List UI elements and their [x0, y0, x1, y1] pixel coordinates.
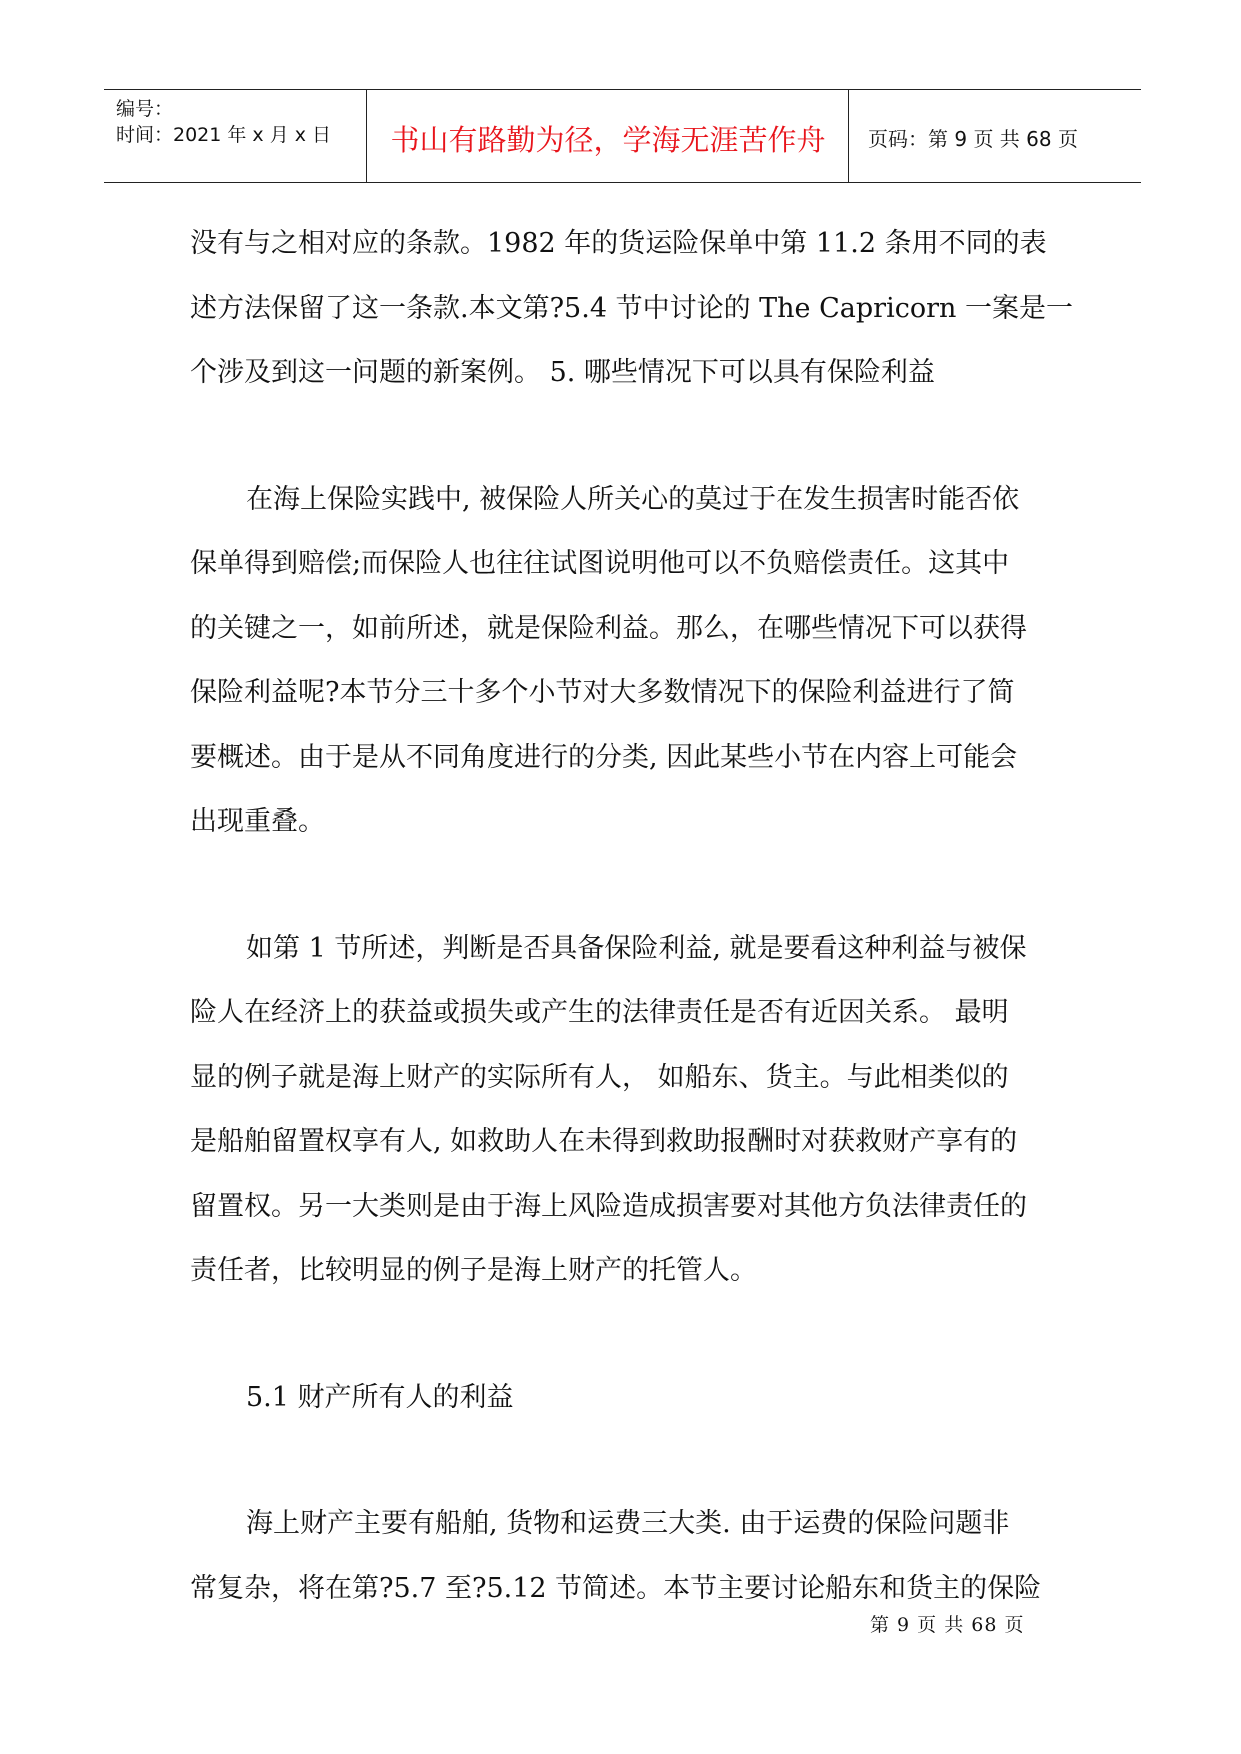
paragraph-3	[190, 917, 1080, 1304]
document-number-label: 编号：	[116, 98, 174, 120]
text-line: 没有与之相对应的条款。1982 年的货运险保单中第 11.2 条用不同的表	[190, 228, 1047, 259]
section-heading: 5.1 财产所有人的利益	[246, 1381, 514, 1413]
text-line: 在海上保险实践中, 被保险人所关心的莫过于在发生损害时能否依	[246, 483, 1020, 515]
header-motto: 书山有路勤为径，学海无涯苦作舟	[390, 123, 826, 157]
text-line: 保险利益呢?本节分三十多个小节对大多数情况下的保险利益进行了简	[190, 677, 1015, 708]
text-line: 显的例子就是海上财产的实际所有人， 如船东、货主。与此相类似的	[190, 1061, 1009, 1093]
document-time-label: 时间：2021 年 x 月 x 日	[116, 124, 332, 146]
header-page-cell	[850, 90, 1141, 182]
paragraph-2	[190, 468, 1080, 855]
text-line: 海上财产主要有船舶, 货物和运费三大类. 由于运费的保险问题非	[246, 1508, 1010, 1539]
text-line: 责任者，比较明显的例子是海上财产的托管人。	[190, 1255, 757, 1286]
text-line: 的关键之一，如前所述，就是保险利益。那么，在哪些情况下可以获得	[190, 612, 1027, 644]
paragraph-4	[190, 1492, 1080, 1621]
text-line: 如第 1 节所述，判断是否具备保险利益, 就是要看这种利益与被保	[246, 932, 1027, 964]
page-footer: 第 9 页 共 68 页	[870, 1614, 1025, 1636]
header-meta-cell	[104, 90, 367, 182]
text-line: 要概述。由于是从不同角度进行的分类, 因此某些小节在内容上可能会	[190, 741, 1018, 773]
text-line: 个涉及到这一问题的新案例。 5. 哪些情况下可以具有保险利益	[190, 357, 935, 388]
text-line: 是船舶留置权享有人, 如救助人在未得到救助报酬时对获救财产享有的	[190, 1126, 1018, 1157]
paragraph-1	[190, 212, 1080, 406]
header-motto-cell	[368, 90, 849, 182]
header-page-number: 页码：第 9 页 共 68 页	[868, 127, 1078, 151]
text-line: 常复杂，将在第?5.7 至?5.12 节简述。本节主要讨论船东和货主的保险	[190, 1572, 1042, 1604]
text-line: 留置权。另一大类则是由于海上风险造成损害要对其他方负法律责任的	[190, 1190, 1027, 1222]
text-line: 出现重叠。	[190, 806, 325, 837]
page-header	[104, 89, 1141, 183]
document-body	[190, 212, 1080, 1621]
text-line: 保单得到赔偿;而保险人也往往试图说明他可以不负赔偿责任。这其中	[190, 548, 1010, 579]
text-line: 述方法保留了这一条款.本文第?5.4 节中讨论的 The Capricorn 一案是一	[190, 292, 1073, 324]
text-line: 险人在经济上的获益或损失或产生的法律责任是否有近因关系。 最明	[190, 997, 1009, 1028]
